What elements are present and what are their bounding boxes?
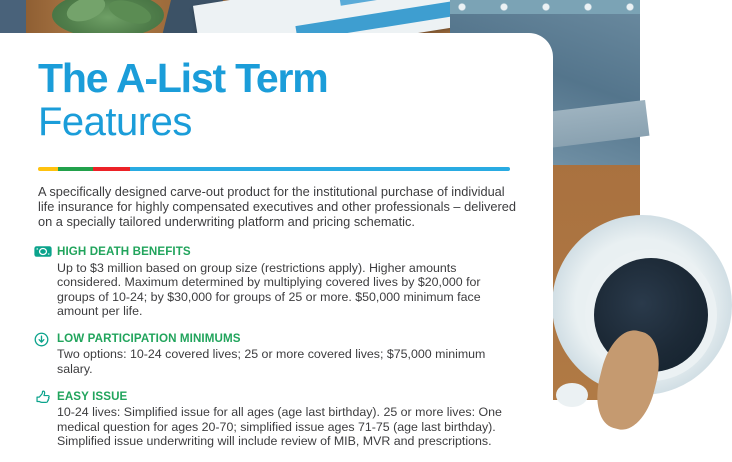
thumbs-up-icon: [34, 390, 52, 406]
banknote-icon: [34, 245, 52, 261]
section-low-participation-minimums: [36, 332, 518, 377]
section-body: Up to $3 million based on group size (restrictions apply). Higher amounts considered. Maximum determined by multiplying covered lives by $20,000 for groups of 10-24; by $30,000 for groups of 25 or more. $50,000 minimum face amount per life.: [57, 260, 481, 319]
content-card: [0, 33, 553, 449]
color-divider: [38, 167, 510, 171]
divider-green-segment: [58, 167, 93, 171]
coffee-cup-handle: [556, 383, 588, 407]
down-arrow-circle-icon: [34, 332, 52, 348]
divider-yellow-segment: [38, 167, 58, 171]
intro-paragraph: A specifically designed carve-out product for the institutional purchase of individual life insurance for highly compensated executives and other professionals – delivered on a specially tailored underwriting platform and pricing schematic.: [38, 184, 517, 230]
divider-red-segment: [93, 167, 130, 171]
page-subtitle: Features: [38, 100, 192, 144]
blue-folder-binding: [450, 0, 640, 14]
section-easy-issue: [36, 390, 518, 449]
section-body: Two options: 10-24 covered lives; 25 or more covered lives; $75,000 minimum salary.: [57, 347, 486, 376]
section-heading: HIGH DEATH BENEFITS: [57, 245, 191, 258]
section-heading: LOW PARTICIPATION MINIMUMS: [57, 331, 241, 345]
divider-blue-segment: [130, 167, 510, 171]
feature-sections: [36, 245, 518, 462]
page-title: The A-List Term: [38, 55, 328, 101]
section-body: 10-24 lives: Simplified issue for all ages (age last birthday). 25 or more lives: One medical question for ages 20-70; simplified issue ages 71-75 (age last birthday). Simplified issue underwriting will include review of MIB, MVR and prescriptions.: [57, 405, 502, 449]
section-heading: EASY ISSUE: [57, 389, 128, 403]
section-high-death-benefits: [36, 245, 518, 319]
